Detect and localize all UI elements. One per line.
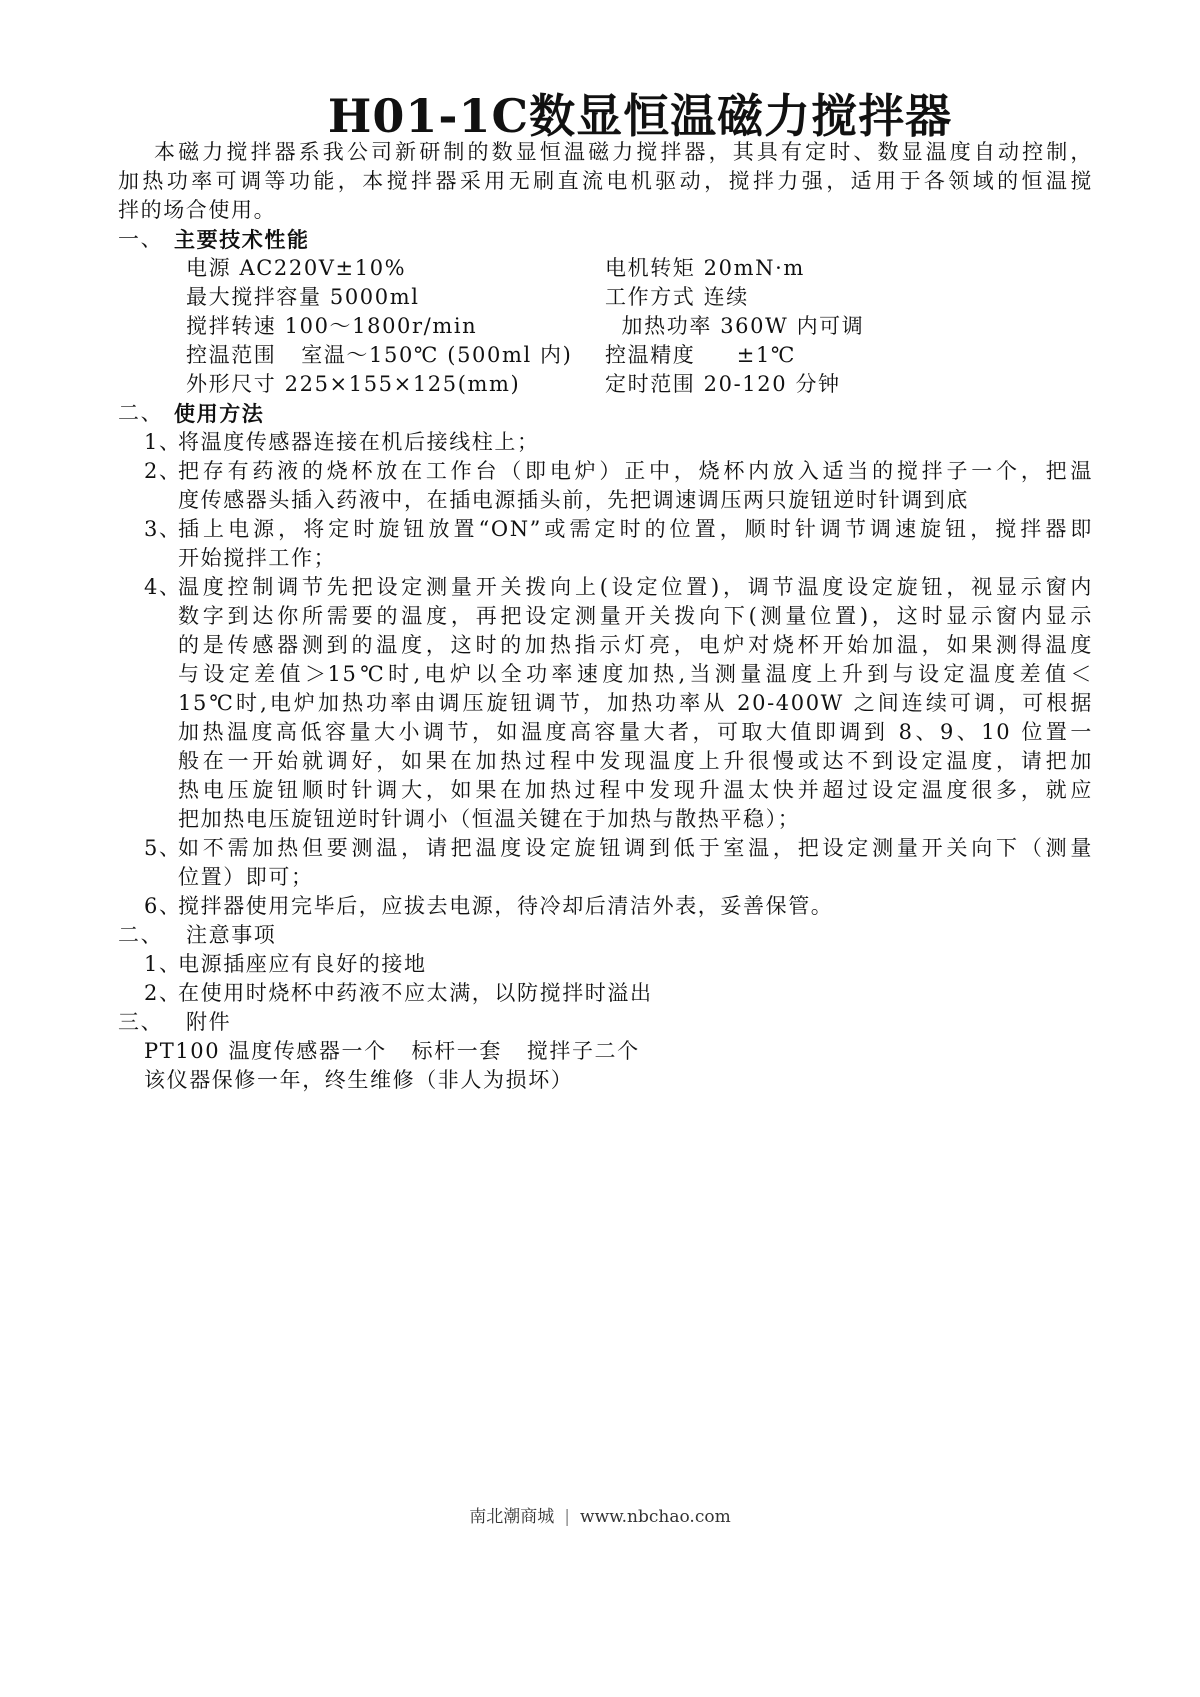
footer bbox=[0, 1502, 1200, 1527]
item-number: 2、 bbox=[144, 459, 182, 483]
item-number: 1、 bbox=[144, 430, 182, 454]
item-line: 插上电源，将定时旋钮放置“ON”或需定时的位置，顺时针调节调速旋钮，搅拌器即 bbox=[178, 517, 1093, 541]
section-heading-notes bbox=[118, 921, 1093, 950]
document-body bbox=[118, 138, 1093, 1095]
usage-item bbox=[118, 457, 1093, 515]
item-line: 如不需加热但要测温，请把温度设定旋钮调到低于室温，把设定测量开关向下（测量 bbox=[178, 836, 1093, 860]
spec-right: 控温精度 ±1℃ bbox=[605, 343, 797, 367]
usage-item bbox=[118, 428, 1093, 457]
section-heading-usage bbox=[118, 399, 1093, 428]
footer-site-name: 南北潮商城 bbox=[469, 1507, 555, 1527]
item-body bbox=[178, 834, 1093, 892]
spec-left: 最大搅拌容量 5000ml bbox=[186, 285, 420, 309]
spec-row bbox=[118, 283, 1093, 312]
section-number: 三、 bbox=[118, 1010, 164, 1034]
spec-row bbox=[118, 341, 1093, 370]
section-label: 主要技术性能 bbox=[174, 227, 310, 252]
item-line: 把加热电压旋钮逆时针调小（恒温关键在于加热与散热平稳）； bbox=[178, 807, 801, 831]
intro-line: 加热功率可调等功能，本搅拌器采用无刷直流电机驱动，搅拌力强，适用于各领域的恒温搅 bbox=[118, 169, 1093, 193]
section-label: 使用方法 bbox=[174, 401, 265, 426]
intro-line: 本磁力搅拌器系我公司新研制的数显恒温磁力搅拌器，其具有定时、数显温度自动控制， bbox=[154, 140, 1093, 164]
item-line: 在使用时烧杯中药液不应太满，以防搅拌时溢出 bbox=[178, 981, 653, 1005]
item-body bbox=[178, 515, 1093, 573]
item-line: 搅拌器使用完毕后，应拔去电源，待冷却后清洁外表，妥善保管。 bbox=[178, 894, 834, 918]
item-body bbox=[178, 892, 1093, 921]
item-body bbox=[178, 457, 1093, 515]
footer-separator: | bbox=[564, 1507, 571, 1527]
item-line: 与设定差值＞15℃时,电炉以全功率速度加热,当测量温度上升到与设定温度差值＜ bbox=[178, 662, 1093, 686]
warranty-line: 该仪器保修一年，终生维修（非人为损坏） bbox=[144, 1068, 574, 1092]
section-number: 二、 bbox=[118, 401, 164, 425]
spec-right: 定时范围 20-120 分钟 bbox=[605, 372, 841, 396]
item-line: 数字到达你所需要的温度，再把设定测量开关拨向下(测量位置)，这时显示窗内显示 bbox=[178, 604, 1093, 628]
item-line: 开始搅拌工作； bbox=[178, 546, 337, 570]
section-heading-accessories bbox=[118, 1008, 1093, 1037]
item-number: 4、 bbox=[144, 575, 182, 599]
item-line: 将温度传感器连接在机后接线柱上； bbox=[178, 430, 540, 454]
spec-row bbox=[118, 370, 1093, 399]
usage-item bbox=[118, 515, 1093, 573]
item-line: 电源插座应有良好的接地 bbox=[178, 952, 427, 976]
section-label: 附件 bbox=[186, 1010, 232, 1034]
item-body bbox=[178, 979, 1093, 1008]
item-line: 般在一开始就调好，如果在加热过程中发现温度上升很慢或达不到设定温度，请把加 bbox=[178, 749, 1093, 773]
usage-list bbox=[118, 428, 1093, 921]
footer-url[interactable]: www.nbchao.com bbox=[580, 1507, 731, 1527]
item-body bbox=[178, 428, 1093, 457]
section-number: 二、 bbox=[118, 923, 164, 947]
spec-left: 控温范围 室温～150℃ (500ml 内) bbox=[186, 343, 573, 367]
item-line: 把存有药液的烧杯放在工作台（即电炉）正中，烧杯内放入适当的搅拌子一个，把温 bbox=[178, 459, 1093, 483]
item-line: 加热温度高低容量大小调节，如温度高容量大者，可取大值即调到 8、9、10 位置一 bbox=[178, 720, 1093, 744]
item-body bbox=[178, 950, 1093, 979]
item-line: 温度控制调节先把设定测量开关拨向上(设定位置)，调节温度设定旋钮，视显示窗内 bbox=[178, 575, 1093, 599]
spec-left: 搅拌转速 100～1800r/min bbox=[186, 314, 478, 338]
spec-right: 电机转矩 20mN·m bbox=[605, 256, 805, 280]
notes-list bbox=[118, 950, 1093, 1008]
usage-item bbox=[118, 573, 1093, 834]
spec-left: 电源 AC220V±10% bbox=[186, 256, 407, 280]
note-item bbox=[118, 979, 1093, 1008]
section-heading-specs bbox=[118, 225, 1093, 254]
item-number: 2、 bbox=[144, 981, 182, 1005]
intro-paragraph bbox=[118, 138, 1093, 225]
item-line: 位置）即可； bbox=[178, 865, 314, 889]
usage-item bbox=[118, 892, 1093, 921]
specs-table bbox=[118, 254, 1093, 399]
item-number: 6、 bbox=[144, 894, 182, 918]
item-number: 1、 bbox=[144, 952, 182, 976]
note-item bbox=[118, 950, 1093, 979]
item-number: 3、 bbox=[144, 517, 182, 541]
spec-row bbox=[118, 312, 1093, 341]
item-line: 15℃时,电炉加热功率由调压旋钮调节，加热功率从 20-400W 之间连续可调，可根据 bbox=[178, 691, 1093, 715]
item-line: 度传感器头插入药液中，在插电源插头前，先把调速调压两只旋钮逆时针调到底 bbox=[178, 488, 969, 512]
item-line: 热电压旋钮顺时针调大，如果在加热过程中发现升温太快并超过设定温度很多，就应 bbox=[178, 778, 1093, 802]
spec-right: 加热功率 360W 内可调 bbox=[605, 314, 865, 338]
spec-left: 外形尺寸 225×155×125(mm) bbox=[186, 372, 521, 396]
item-line: 的是传感器测到的温度，这时的加热指示灯亮，电炉对烧杯开始加温，如果测得温度 bbox=[178, 633, 1093, 657]
usage-item bbox=[118, 834, 1093, 892]
section-label: 注意事项 bbox=[186, 923, 277, 947]
spec-row bbox=[118, 254, 1093, 283]
item-number: 5、 bbox=[144, 836, 182, 860]
document-title: H01-1C数显恒温磁力搅拌器 bbox=[327, 89, 953, 143]
accessories-line: PT100 温度传感器一个 标杆一套 搅拌子二个 bbox=[144, 1039, 640, 1063]
spec-right: 工作方式 连续 bbox=[605, 285, 749, 309]
intro-line: 拌的场合使用。 bbox=[118, 198, 277, 222]
item-body bbox=[178, 573, 1093, 834]
section-number: 一、 bbox=[118, 227, 164, 251]
